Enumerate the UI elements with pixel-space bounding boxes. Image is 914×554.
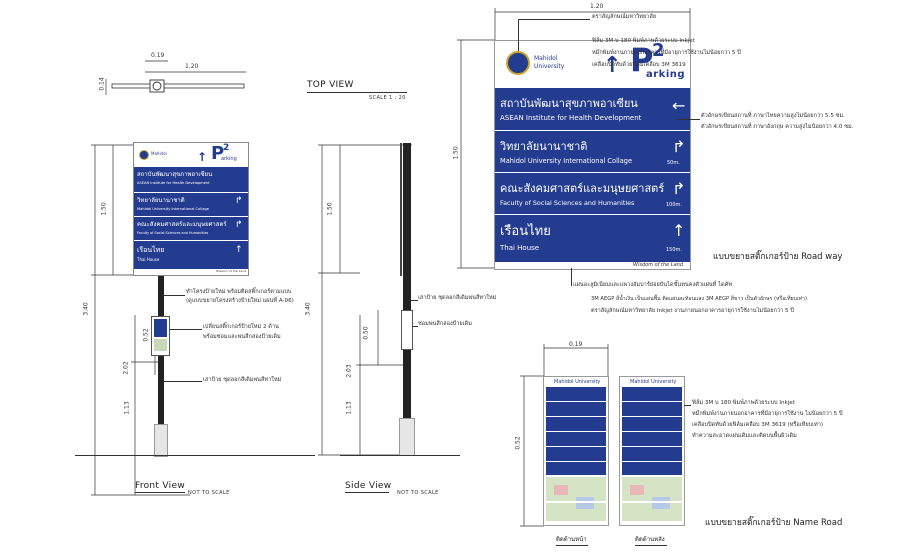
road-note-top-2: ฟิล์ม 3M บ 180 พิมพ์ภาพด้วยระบบ Inkjet (592, 38, 695, 44)
road-row-1-thai: สถาบันพัฒนาสุขภาพอาเซียน (500, 97, 638, 110)
side-pole (403, 143, 411, 418)
front-annotation-2: (ดูแบบขยายโครงสร้างป้ายใหม่ แผนที่ A-06) (186, 298, 294, 304)
road-note-bottom-2: 3M AEGP สีน้ำเงิน เป็นแผ่นพื้น ติดแผ่นสะท้อนแสง 3M AEGP สีขาว เป็นตัวอักษร (หรือเทียบเท่า) (591, 296, 807, 302)
name-road-back (619, 376, 685, 526)
road-row-4-eng: Thai House (500, 244, 540, 252)
top-dim-small: 0.14 (98, 77, 106, 91)
parking-arrow-icon: ↑ (197, 150, 208, 164)
front-dim-upper: 2.02 (122, 361, 130, 375)
road-row-1-eng: ASEAN Institute for Health Development (500, 114, 642, 122)
top-dim-width: 1.20 (185, 63, 199, 70)
front-dim-panel: 0.52 (142, 328, 150, 342)
side-sign-edge (400, 143, 402, 276)
top-view-title: TOP VIEW (307, 80, 354, 90)
turn-right-arrow-icon: ↱ (672, 179, 686, 198)
road-row-2-eng: Mahidol University International Collage (500, 157, 633, 165)
front-view-title: Front View (135, 481, 185, 491)
up-arrow-icon: ↑ (235, 245, 243, 255)
road-note-top-4: เคลือบปิดทับด้วยฟิล์มเคลือบ 3M 3619 (592, 62, 686, 68)
road-row-1 (495, 88, 690, 130)
front-annotation-4: พร้อมซ่อมและพ่นสีกล่องป้ายเดิม (203, 334, 281, 340)
front-pole-base (154, 424, 168, 457)
road-p-word: arking (646, 69, 686, 80)
road-sign-height: 1.50 (452, 146, 460, 160)
top-view-drawing (98, 52, 248, 105)
road-row-4-dist: 150m. (666, 247, 683, 253)
front-dim-total: 3.40 (82, 302, 90, 316)
name-label-front: ติดด้านหน้า (556, 536, 587, 543)
side-annotation-1: เสาป้าย ชุดลอกสีเดิมพ่นสีทาใหม่ (418, 295, 497, 301)
front-dim-lower: 1.13 (123, 401, 131, 415)
mahidol-seal-icon (506, 51, 530, 75)
road-sign-width: 1.20 (590, 3, 604, 10)
front-p-letter: P (211, 143, 225, 164)
road-row-3-thai: คณะสังคมศาสตร์และมนุษยศาสตร์ (500, 182, 665, 195)
front-p-sup: 2 (223, 143, 230, 153)
name-road-front (543, 376, 609, 526)
side-dim-sign: 1.50 (326, 202, 334, 216)
road-note-bottom-3: ตราสัญลักษณ์มหาวิทยาลัย Inkjet งานภายนอกอาคารอายุการใช้งานไม่น้อยกว่า 5 ปี (591, 308, 794, 314)
road-sign (494, 40, 691, 270)
front-dim-sign: 1.50 (100, 202, 108, 216)
name-label-back: ติดด้านหลัง (635, 536, 665, 543)
top-dim-depth: 0.19 (151, 52, 165, 59)
front-annotation-3: เปลี่ยนสติ๊กเกอร์ป้ายใหม่ 2 ด้าน (203, 324, 279, 330)
road-row-2-dist: 50m. (667, 160, 680, 166)
side-view-title: Side View (345, 481, 392, 491)
top-view-scale: SCALE 1 : 20 (369, 95, 406, 101)
title-underline (307, 92, 407, 93)
road-sign-panel (495, 88, 690, 262)
front-logo-text: Mahidol (151, 151, 167, 156)
road-row-2-thai: วิทยาลัยนานาชาติ (500, 140, 588, 153)
name-road-height: 0.52 (514, 436, 522, 450)
side-dim-lower: 1.13 (345, 401, 353, 415)
front-row-4: เรือนไทย Thai House ↑ (134, 240, 248, 270)
turn-right-arrow-icon: ↱ (235, 196, 243, 206)
road-logo-line2: University (534, 63, 565, 70)
road-note-mid-2: ตัวอักษรเขียนสถานที่ ภาษาอังกฤษ ความสูงไม่น้อยกว่า 4.0 ซม. (701, 124, 854, 130)
parking-up-arrow-icon: ↑ (603, 53, 622, 78)
front-p-word: arking (221, 156, 237, 162)
road-row-4 (495, 214, 690, 263)
front-row-2: วิทยาลัยนานาชาติ Mahidol University International Collage ↱ (134, 192, 248, 217)
turn-right-arrow-icon: ↱ (235, 220, 243, 230)
road-note-mid-1: ตัวอักษรเขียนสถานที่ ภาษาไทยความสูงไม่น้อยกว่า 5.5 ซม. (701, 113, 845, 119)
road-sign-caption: แบบขยายสติ๊กเกอร์ป้าย Road way (713, 252, 843, 262)
name-road-caption: แบบขยายสติ๊กเกอร์ป้าย Name Road (705, 518, 843, 528)
road-p-letter: P (630, 41, 654, 79)
front-footer: Wisdom of the Land (216, 269, 247, 273)
name-back-list (622, 387, 682, 475)
front-annotation-1: ทำโครงป้ายใหม่ พร้อมติดสติ๊กเกอร์ตามแบบ (186, 289, 292, 295)
road-row-3 (495, 172, 690, 215)
name-back-header: Mahidol University (630, 379, 677, 385)
name-front-map (546, 477, 606, 521)
road-row-3-eng: Faculty of Social Sciences and Humanities (500, 199, 635, 207)
name-note-4: ทำความสะอาดแผ่นเดิมและติดบนพื้นผิวเดิม (692, 433, 797, 439)
name-back-map (622, 477, 682, 521)
side-dim-upper: 2.03 (345, 364, 353, 378)
name-road-width: 0.19 (569, 341, 583, 348)
up-arrow-icon: ↑ (672, 221, 686, 240)
road-note-top-3: หมึกพิมพ์งานภายนอกอาคารที่มีอายุการใช้งานไม่น้อยกว่า 5 ปี (592, 50, 741, 56)
road-note-bottom-1: แผ่นอะลูมิเนียมและแพวงอัมบาร์ย่อยบันไดขั้นทนคงตัวแผ่นที่ ไดคัท (573, 282, 733, 288)
name-note-3: เคลือบปิดทับด้วยฟิล์มเคลือบ 3M 3619 (หรือเทียบเท่า) (692, 422, 824, 428)
road-note-top-1: ตราสัญลักษณ์มหาวิทยาลัย (592, 14, 657, 20)
side-view-note: NOT TO SCALE (397, 490, 439, 496)
front-sign-panel (134, 167, 248, 269)
front-view-note: NOT TO SCALE (188, 490, 230, 496)
side-ground-line (340, 455, 460, 456)
side-dim-panel: 0.50 (362, 326, 370, 340)
side-small-panel (401, 310, 413, 350)
road-p-sup: 2 (652, 40, 665, 61)
road-row-3-dist: 100m. (666, 202, 683, 208)
name-note-2: หมึกพิมพ์งานภายนอกอาคารที่มีอายุการใช้งาน ไม่น้อยกว่า 5 ปี (692, 411, 843, 417)
left-arrow-icon: ← (672, 96, 686, 115)
road-row-2 (495, 130, 690, 173)
turn-right-arrow-icon: ↱ (672, 137, 686, 156)
name-front-list (546, 387, 606, 475)
side-pole-base (399, 418, 415, 456)
name-note-1: ฟิล์ม 3M บ 180 พิมพ์ภาพด้วยระบบ Inkjet (692, 400, 795, 406)
front-row-1: สถาบันพัฒนาสุขภาพอาเซียน ASEAN Institute for Health Development (137, 171, 213, 185)
front-small-panel (151, 316, 170, 356)
mahidol-logo-icon (139, 150, 149, 160)
front-sign (133, 142, 249, 276)
road-row-4-thai: เรือนไทย (500, 224, 551, 239)
road-sign-footer: Wisdom of the Land (633, 262, 684, 268)
name-front-header: Mahidol University (554, 379, 601, 385)
side-dim-total: 3.40 (304, 302, 312, 316)
side-annotation-2: ซ่อมพ่นสีกล่องป้ายเดิม (418, 321, 472, 327)
front-ground-line (75, 455, 315, 456)
front-annotation-5: เสาป้าย ชุดลอกสีเดิมพ่นสีทาใหม่ (203, 377, 282, 383)
front-row-3: คณะสังคมศาสตร์และมนุษยศาสตร์ Faculty of Social Sciences and Humanities ↱ (134, 216, 248, 241)
road-logo-line1: Mahidol (534, 55, 558, 62)
